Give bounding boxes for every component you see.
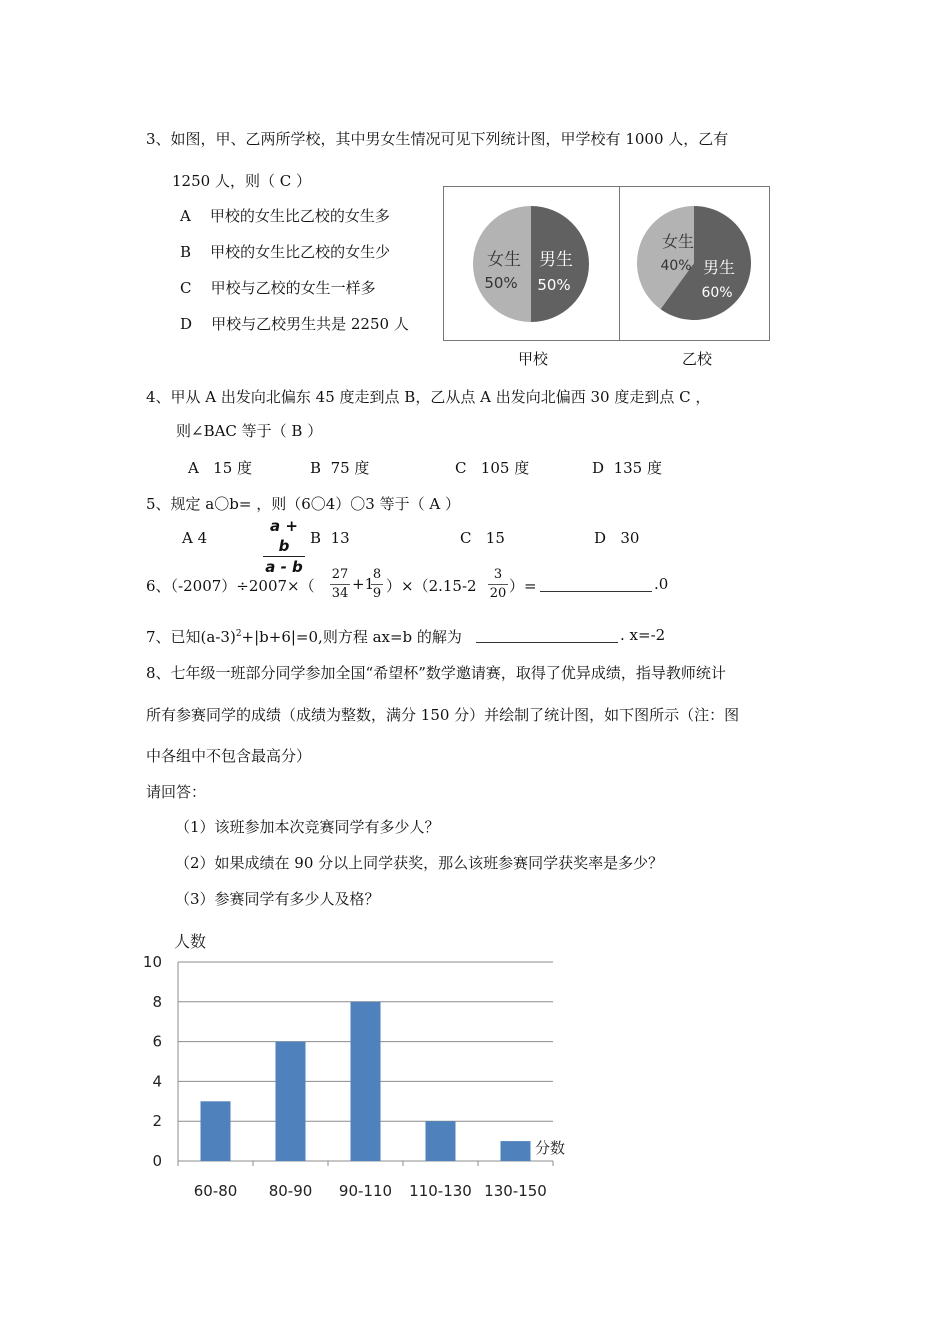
q3-option-d <box>180 313 409 334</box>
y-tick-label: 0 <box>152 1152 162 1170</box>
q7-answer-blank[interactable] <box>476 642 618 643</box>
q3-line1: 3、如图，甲、乙两所学校，其中男女生情况可见下列统计图，甲学校有 1000 人，乙有 <box>146 130 729 148</box>
option-text: 105 度 <box>480 459 530 477</box>
q4-option-d <box>592 457 662 478</box>
pie-caption-yi: 乙校 <box>682 350 713 368</box>
boy-label: 男生 <box>539 250 573 270</box>
y-axis-label: 人数 <box>174 932 207 951</box>
y-tick-label: 2 <box>152 1112 162 1131</box>
boy-label: 男生 <box>702 258 736 277</box>
q5-option-d <box>594 529 639 547</box>
q7-text: 7、已知(a-3) <box>146 628 236 646</box>
q5-line1: 5、规定 a〇b= ，则（6〇4）〇3 等于（ A ） <box>146 495 460 513</box>
option-letter: C <box>460 529 472 547</box>
x-tick-label: 110-130 <box>409 1182 472 1200</box>
q6-fraction-2 <box>371 566 383 603</box>
pie-box-yi <box>619 186 770 341</box>
chart-y-ticks <box>143 953 162 1170</box>
y-tick-label: 8 <box>152 992 162 1011</box>
q6-suffix: ）= <box>509 577 537 595</box>
q8-line2: 所有参赛同学的成绩（成绩为整数，满分 150 分）并绘制了统计图，如下图所示（注：图 <box>146 706 740 724</box>
x-axis-label: 分数 <box>535 1139 566 1157</box>
q4-line1: 4、甲从 A 出发向北偏东 45 度走到点 B，乙从点 A 出发向北偏西 30 度走到点 C ， <box>146 388 711 406</box>
pie-box-jia <box>443 186 620 341</box>
bar-130-150 <box>501 1141 531 1161</box>
q5-option-a <box>182 529 207 547</box>
boy-percent: 60% <box>701 285 733 301</box>
y-tick-label: 6 <box>152 1032 162 1051</box>
option-text: 甲校与乙校的女生一样多 <box>210 279 376 297</box>
q6-plus: +1 <box>352 575 375 593</box>
q8-line1: 8、七年级一班部分同学参加全国“希望杯”数学邀请赛，取得了优异成绩，指导教师统计 <box>146 664 726 682</box>
q6-fraction-3 <box>488 566 508 603</box>
option-letter: B <box>180 243 192 261</box>
q6-mid: ）×（2.15-2 <box>386 577 477 595</box>
y-tick-label: 4 <box>152 1072 162 1091</box>
option-text: 甲校的女生比乙校的女生多 <box>209 207 390 225</box>
girl-label: 女生 <box>487 250 521 270</box>
q5-option-b <box>310 529 350 547</box>
q5-fraction <box>263 516 305 577</box>
q6-answer: .0 <box>654 575 669 593</box>
bar-90-110 <box>351 1002 381 1161</box>
bar-110-130 <box>426 1121 456 1161</box>
option-letter: C <box>180 279 192 297</box>
option-letter: D <box>180 315 193 333</box>
fraction-denominator: 20 <box>489 586 507 601</box>
option-letter: A <box>188 459 199 477</box>
q4-option-c <box>455 457 529 478</box>
q8-prompt: 请回答： <box>146 783 207 801</box>
option-text: 15 度 <box>213 459 253 477</box>
option-letter: A <box>182 529 193 547</box>
bar-80-90 <box>276 1042 306 1161</box>
option-letter: B <box>310 459 322 477</box>
option-text: 甲校与乙校男生共是 2250 人 <box>211 315 409 333</box>
pie-chart-yi <box>620 187 769 340</box>
q3-line2: 1250 人，则（ C ） <box>172 172 311 190</box>
x-tick-label: 80-90 <box>268 1182 313 1200</box>
q3-option-a <box>180 205 390 226</box>
q3-option-c <box>180 277 376 298</box>
fraction-denominator: 9 <box>372 586 382 601</box>
x-tick-label: 60-80 <box>193 1182 238 1200</box>
fraction-numerator: 3 <box>488 566 508 585</box>
q8-question-3: （3）参赛同学有多少人及格？ <box>175 890 380 908</box>
q8-question-1: （1）该班参加本次竞赛同学有多少人？ <box>175 818 440 836</box>
boy-percent: 50% <box>537 276 571 294</box>
q6-prefix: 6、（-2007）÷2007×（ <box>146 577 315 595</box>
x-tick-label: 90-110 <box>338 1182 393 1200</box>
q6-fraction-1 <box>330 566 350 603</box>
q3-option-b <box>180 241 390 262</box>
q4-line2: 则∠BAC 等于（ B ） <box>176 422 323 440</box>
option-text: 4 <box>197 529 208 547</box>
option-letter: C <box>455 459 467 477</box>
option-text: 135 度 <box>613 459 662 477</box>
option-letter: D <box>592 459 605 477</box>
x-tick-label: 130-150 <box>484 1182 547 1200</box>
q5-option-c <box>460 529 505 547</box>
fraction-numerator: 8 <box>371 566 383 585</box>
girl-label: 女生 <box>661 232 695 251</box>
q4-option-a <box>188 457 252 478</box>
bar-60-80 <box>201 1101 231 1161</box>
option-text: 30 <box>620 529 640 547</box>
fraction-numerator: a + b <box>263 516 305 557</box>
option-letter: A <box>180 207 191 225</box>
option-letter: D <box>594 529 607 547</box>
girl-percent: 40% <box>660 258 692 274</box>
chart-x-ticks <box>194 1182 547 1200</box>
pie-caption-jia: 甲校 <box>518 350 549 368</box>
q8-line3: 中各组中不包含最高分） <box>146 747 312 765</box>
q7-answer: . x=-2 <box>620 626 666 644</box>
fraction-denominator: 34 <box>331 586 349 601</box>
y-tick-label: 10 <box>142 953 162 971</box>
bar-chart <box>130 925 590 1215</box>
q4-option-b <box>310 457 369 478</box>
option-text: 甲校的女生比乙校的女生少 <box>210 243 391 261</box>
q7-text2: +|b+6|=0,则方程 ax=b 的解为 <box>241 628 462 646</box>
pie-chart-jia <box>444 187 619 340</box>
fraction-numerator: 27 <box>330 566 350 585</box>
option-letter: B <box>310 529 322 547</box>
option-text: 15 <box>485 529 505 547</box>
option-text: 75 度 <box>330 459 370 477</box>
q7-exponent: 2 <box>235 629 242 639</box>
girl-percent: 50% <box>484 274 518 292</box>
q6-answer-blank[interactable] <box>540 591 652 592</box>
option-text: 13 <box>330 529 350 547</box>
fraction-denominator: a - b <box>265 558 303 576</box>
q8-question-2: （2）如果成绩在 90 分以上同学获奖，那么该班参赛同学获奖率是多少？ <box>175 854 664 872</box>
q7-line <box>146 626 462 647</box>
